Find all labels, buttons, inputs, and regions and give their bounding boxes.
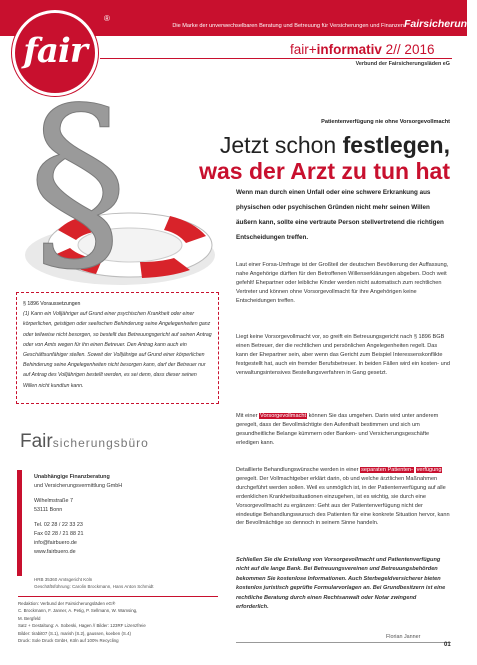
phone: Tel. 02 28 / 22 33 23 [34, 522, 83, 528]
company-name-1: Unabhängige Finanzberatung [34, 474, 110, 480]
fax: Fax 02 28 / 21 88 21 [34, 531, 84, 537]
verband-line: Verbund der Fairsicherungsläden eG [355, 61, 450, 67]
publication-name-bold: informativ [316, 42, 382, 57]
logo-registered-mark: ® [104, 14, 110, 23]
fairsicherungsbuero-logo [20, 431, 149, 453]
sidebar-title: § 1896 Voraussetzungen [23, 301, 81, 307]
p3-post: können Sie das umgehen. Darin wird unter anderem geregelt, dass der Bevollmächtigte den Aufenthalt bestimmen und sich um gesundheitliche Belange kümmern oder Banken- und Versicherungsgeschäfte erledigen kann. [236, 413, 439, 446]
impressum-line-2: C. Brockmann, F. Janner, A. Petig, P. Sellmann, W. Wamsing, [18, 608, 138, 614]
highlight-patientenverfuegung-1: separaten Patienten- [361, 467, 414, 473]
highlight-patientenverfuegung-2: verfügung [416, 467, 442, 473]
paragraph-2: Liegt keine Vorsorgevollmacht vor, so greift ein Betreuungsgericht nach § 1896 BGB einen Betreuer, der die rechtlichen und persönlichen Angelegenheiten regelt. Das kann der Ehepartner sein, aber wenn das Gericht zum Beispiel Interessenskonflikte festgestellt hat, auch ein fremder Berufsbetreuer. In beiden Fällen wird ein kosten- und verwaltungsintensives Bestellungsverfahren in Gang gesetzt. [236, 334, 450, 376]
contact-block [34, 473, 214, 557]
paragraph-1: Laut einer Forsa-Umfrage ist der Großteil der deutschen Bevölkerung der Auffassung, nahe Angehörige dürften für den Betroffenen Willenserklärungen abgeben. Doch weit gefehlt! Ehepartner oder leibliche Kinder werden nicht automatisch zum rechtlichen Vertreter und können ohne Vorsorgevollmacht für ihre Angehörigen keine Entscheidungen treffen. [236, 262, 449, 304]
headline-line-2: was der Arzt zu tun hat [199, 158, 450, 184]
logo-sub: sicherungsbüro [52, 436, 149, 450]
svg-text:§: § [28, 65, 128, 298]
logo-text: fair [23, 31, 87, 71]
email-link[interactable]: info@fairbuero.de [34, 540, 77, 546]
registration-info [34, 576, 214, 590]
sidebar-text: (1) Kann ein Volljähriger auf Grund einer psychischen Krankheit oder einer körperlichen, geistigen oder seelischen Behinderung seine Angelegenheiten ganz oder teilweise nicht besorgen, so bestellt das Betreuungsgericht auf seinen Antrag oder von Amts wegen für ihn einen Betreuer. Den Antrag kann auch ein Geschäftsunfähiger stellen. Soweit der Volljährige auf Grund einer körperlichen Behinderung seine Angelegenheiten nicht besorgen kann, darf der Betreuer nur auf Antrag des Volljährigen bestellt werden, es sei denn, dass dieser seinen Willen nicht kundtun kann. [23, 311, 212, 389]
impressum-line-1: Redaktion: Verbund der Fairsicherungsläden eG® [18, 601, 116, 606]
paragraph-3 [236, 412, 450, 448]
p4-post: geregelt. Der Vollmachtgeber erklärt darin, ob und welche ärztlichen Maßnahmen durchgeführt werden sollen. Weil es unmöglich ist, in der Patientenverfügung auf alle erdenklichen Krankheitssituationen einzugehen, ist es wichtig, sie durch eine Vorsorgevollmacht zu ergänzen: Geht aus der Patientenverfügung nicht der eindeutige Behandlungswunsch des Patienten für eine konkrete Situation hervor, kann der Bevollmächtige so dennoch in seinem Sinne handeln. [236, 475, 450, 527]
p3-pre: Mit einer [236, 413, 260, 419]
headline-normal: Jetzt schon [219, 132, 343, 158]
city: 53111 Bonn [34, 507, 63, 513]
p4-pre: Detaillierte Behandlungswünsche werden in einer [236, 467, 361, 473]
company-name-2: und Versicherungsvermittlung GmbH [34, 483, 123, 489]
publication-title [290, 42, 434, 57]
article-kicker: Patientenverfügung nie ohne Vorsorgevollmacht [321, 119, 450, 125]
headline-line-1 [180, 132, 450, 159]
brand-name-text: Fairsicherung [404, 18, 474, 30]
street: Wilhelmstraße 7 [34, 498, 73, 504]
contact-accent-bar [17, 470, 22, 576]
footer-divider [236, 642, 451, 643]
highlight-vorsorgevollmacht: Vorsorgevollmacht [260, 413, 307, 419]
impressum-line-6: Druck: Sole Druck GmbH, Köln auf 100% Recycling [18, 638, 119, 644]
header-divider [100, 58, 452, 59]
page-number: 01 [444, 642, 451, 648]
management: Geschäftsführung: Carolin Brockmann, Hans Anton Schmidt [34, 584, 154, 589]
impressum-divider [18, 596, 218, 597]
impressum-line-5: Bilder: tirabit07 (S.1), marish (S.2), gaussen, koeben (S.4) [18, 630, 131, 636]
brand-name [404, 18, 477, 30]
paragraph-4 [236, 466, 450, 528]
tagline: Die Marke der unverwechselbaren Beratung und Betreuung für Versicherungen und Finanzen [172, 23, 404, 29]
hrb: HRB 35360 Amtsgericht Köln [34, 577, 93, 582]
logo-main: Fair [20, 431, 53, 452]
impressum-line-3: M. Bergfeld [18, 615, 41, 621]
author-credit: Florian Janner [386, 634, 421, 640]
paragraph-sign-icon [28, 65, 128, 298]
issue-number: 2// 2016 [385, 42, 435, 57]
impressum-line-4: Satz + Gestaltung: A. Sobeski, Hagen // Bilder: 123RF Lizenzfreie [18, 623, 146, 629]
impressum [18, 600, 218, 644]
website-link[interactable]: www.fairbuero.de [34, 549, 76, 555]
article-intro: Wenn man durch einen Unfall oder eine schwere Erkrankung aus physischen oder psychischen Gründen nicht mehr seinen Willen äußern kann, sollte eine vertraute Person stellvertretend die richtigen Entscheidungen treffen. [236, 189, 444, 241]
law-sidebar-box [16, 292, 219, 404]
publication-name: fair+ [290, 42, 317, 57]
brand-registered-mark: ® [473, 18, 477, 25]
paragraph-5: Schließen Sie die Erstellung von Vorsorgevollmacht und Patientenverfügung nicht auf die lange Bank. Bei Betreuungsvereinen und Betreuungsbehörden bekommen Sie kostenlose Informationen. Auch Sterbegeldversicherer bieten kostenlos juristisch geprüfte Formularvorlagen an. Bei Grundbesitzern ist eine rechtliche Beratung durch einen Rechtsanwalt oder Notar zwingend erforderlich. [236, 557, 446, 611]
headline-bold: festlegen, [342, 132, 450, 158]
paragraph-lifebuoy-illustration [10, 65, 210, 300]
